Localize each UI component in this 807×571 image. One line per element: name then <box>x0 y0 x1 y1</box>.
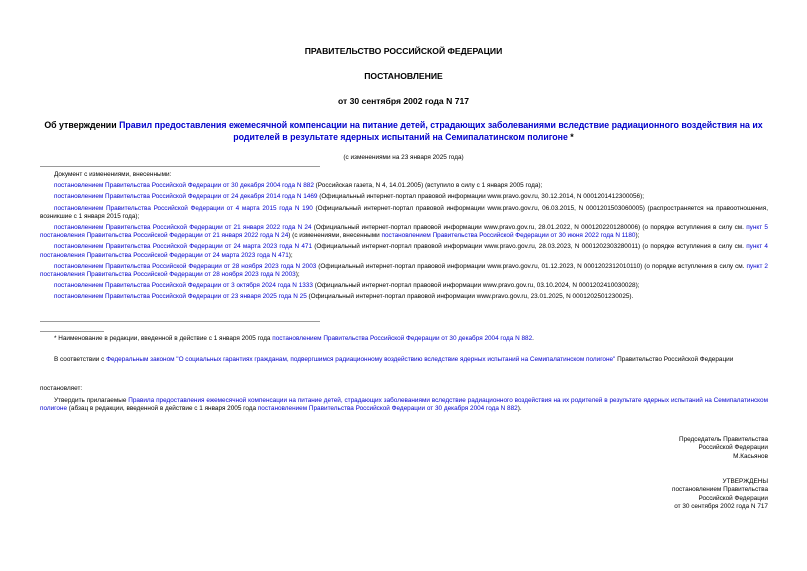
signature-block <box>508 436 768 461</box>
edition-note: (с изменениями на 23 января 2025 года) <box>343 154 464 161</box>
change-item: постановлением Правительства Российской Федерации от 4 марта 2015 года N 190 (Официальный интернет-портал правовой информации www.pravo.gov.ru, 06.03.2015, N 0001201503060005) (распространяется на правоотношения, возникшие с 1 января 2015 года); <box>40 204 768 220</box>
changes-block <box>40 171 768 302</box>
changes-top-divider <box>40 166 320 167</box>
change-item: постановлением Правительства Российской Федерации от 30 декабря 2004 года N 882 (Российская газета, N 4, 14.01.2005) (вступило в силу с 1 января 2005 года); <box>54 182 543 190</box>
approved-line: постановлением Правительства <box>672 486 768 494</box>
changes-intro: Документ с изменениями, внесенными: <box>54 171 172 178</box>
change-item-link[interactable]: постановлением Правительства Российской Федерации от 3 октября 2024 года N 1333 <box>54 282 313 290</box>
body-paragraph-resolves: постановляет: <box>40 385 83 392</box>
change-item-link[interactable]: пункт 5 постановления Правительства Российской Федерации от 21 января 2022 года N 24 <box>40 224 768 240</box>
change-item: постановлением Правительства Российской Федерации от 24 декабря 2014 года N 1469 (Официальный интернет-портал правовой информации www.pravo.gov.ru, 30.12.2014, N 0001201412300056); <box>54 193 645 201</box>
change-item: постановлением Правительства Российской Федерации от 21 января 2022 года N 24 (Официальный интернет-портал правовой информации www.pravo.gov.ru, 28.01.2022, N 0001202201280006) (о порядке вступления в силу см. пункт 5 постановления Правительства Российской Федерации от 21 января 2022 года N 24) (с изменениями, внесенными постановлением Правительства Российской Федерации от 30 июня 2022 года N 1180); <box>40 224 768 240</box>
approved-line: от 30 сентября 2002 года N 717 <box>674 502 768 510</box>
amendment-link[interactable]: постановлением Правительства Российской Федерации от 30 декабря 2004 года N 882 <box>257 405 518 413</box>
government-heading: ПРАВИТЕЛЬСТВО РОССИЙСКОЙ ФЕДЕРАЦИИ <box>304 46 503 56</box>
date-number-heading: от 30 сентября 2002 года N 717 <box>337 96 470 106</box>
change-item-link[interactable]: постановлением Правительства Российской Федерации от 24 марта 2023 года N 471 <box>54 243 313 251</box>
approved-heading: УТВЕРЖДЕНЫ <box>722 478 768 485</box>
change-item-link[interactable]: постановлением Правительства Российской Федерации от 23 января 2025 года N 25 <box>54 293 307 301</box>
body-paragraph-basis: В соответствии с Федеральным законом "О социальных гарантиях гражданам, подвергшимся радиационному воздействию вследствие ядерных испытаний на Семипалатинском полигоне" Правительство Российской Федерации <box>54 356 734 363</box>
footnote-link[interactable]: постановлением Правительства Российской Федерации от 30 декабря 2004 года N 882 <box>272 335 533 342</box>
federal-law-link[interactable]: Федеральным законом "О социальных гарантиях гражданам, подвергшимся радиационному воздействию вследствие ядерных испытаний на Семипалатинском полигоне" <box>106 356 616 363</box>
title-prefix: Об утверждении <box>44 120 120 130</box>
change-item-link[interactable]: постановлением Правительства Российской Федерации от 21 января 2022 года N 24 <box>54 224 312 232</box>
change-item: постановлением Правительства Российской Федерации от 24 марта 2023 года N 471 (Официальный интернет-портал правовой информации www.pravo.gov.ru, 28.03.2023, N 0001202303280011) (о порядке вступления в силу см. пункт 4 постановления Правительства Российской Федерации от 24 марта 2023 года N 471); <box>40 243 768 259</box>
footnote: * Наименование в редакции, введенной в действие с 1 января 2005 года постановлением Правительства Российской Федерации от 30 декабря 2004 года N 882. <box>54 335 534 342</box>
change-item-link[interactable]: постановлением Правительства Российской Федерации от 28 ноября 2023 года N 2003 <box>54 262 317 270</box>
signature-country: Российской Федерации <box>698 444 768 452</box>
footnote-divider <box>40 331 104 332</box>
doc-type-heading: ПОСТАНОВЛЕНИЕ <box>364 71 443 81</box>
change-item-link[interactable]: пункт 2 постановления Правительства Российской Федерации от 28 ноября 2023 года N 2003 <box>40 262 768 279</box>
change-item: постановлением Правительства Российской Федерации от 3 октября 2024 года N 1333 (Официальный интернет-портал правовой информации www.pravo.gov.ru, 03.10.2024, N 0001202410030028); <box>54 282 640 290</box>
body-paragraph-approve: Утвердить прилагаемые Правила предоставления ежемесячной компенсации на питание детей, страдающих заболеваниями вследствие радиационного воздействия на их родителей в результате ядерных испытаний на Семипалатинском полигоне (абзац в редакции, введенной в действие с 1 января 2005 года постановлением Правительства Российской Федерации от 30 декабря 2004 года N 882). <box>40 397 768 413</box>
signature-name: М.Касьянов <box>733 452 768 460</box>
document-title <box>40 119 767 143</box>
change-item-link[interactable]: постановлением Правительства Российской Федерации от 24 декабря 2014 года N 1469 <box>54 193 318 201</box>
changes-bottom-divider <box>40 321 320 322</box>
change-item-link[interactable]: постановлением Правительства Российской Федерации от 30 декабря 2004 года N 882 <box>54 182 314 190</box>
change-item-link[interactable]: постановлением Правительства Российской Федерации от 30 июня 2022 года N 1180 <box>381 232 636 240</box>
change-item: постановлением Правительства Российской Федерации от 28 ноября 2023 года N 2003 (Официальный интернет-портал правовой информации www.pravo.gov.ru, 01.12.2023, N 0001202312010110) (о порядке вступления в силу см. пункт 2 постановления Правительства Российской Федерации от 28 ноября 2023 года N 2003); <box>40 262 768 279</box>
approved-line: Российской Федерации <box>698 494 768 502</box>
change-item-link[interactable]: постановлением Правительства Российской Федерации от 4 марта 2015 года N 190 <box>54 204 313 212</box>
signature-position: Председатель Правительства <box>679 436 768 443</box>
change-item-link[interactable]: пункт 4 постановления Правительства Российской Федерации от 24 марта 2023 года N 471 <box>40 243 768 259</box>
title-rules-link[interactable]: Правил предоставления ежемесячной компенсации на питание детей, страдающих заболеваниями вследствие радиационного воздействия на их родителей в результате ядерных испытаний на Семипалатинском полигоне <box>119 120 763 142</box>
rules-link[interactable]: Правила предоставления ежемесячной компенсации на питание детей, страдающих заболеваниями вследствие радиационного воздействия на их родителей в результате ядерных испытаний на Семипалатинском полигоне <box>40 397 768 413</box>
approved-block <box>508 478 768 511</box>
change-item: постановлением Правительства Российской Федерации от 23 января 2025 года N 25 (Официальный интернет-портал правовой информации www.pravo.gov.ru, 23.01.2025, N 0001202501230025). <box>54 293 634 301</box>
title-suffix: * <box>567 132 574 142</box>
